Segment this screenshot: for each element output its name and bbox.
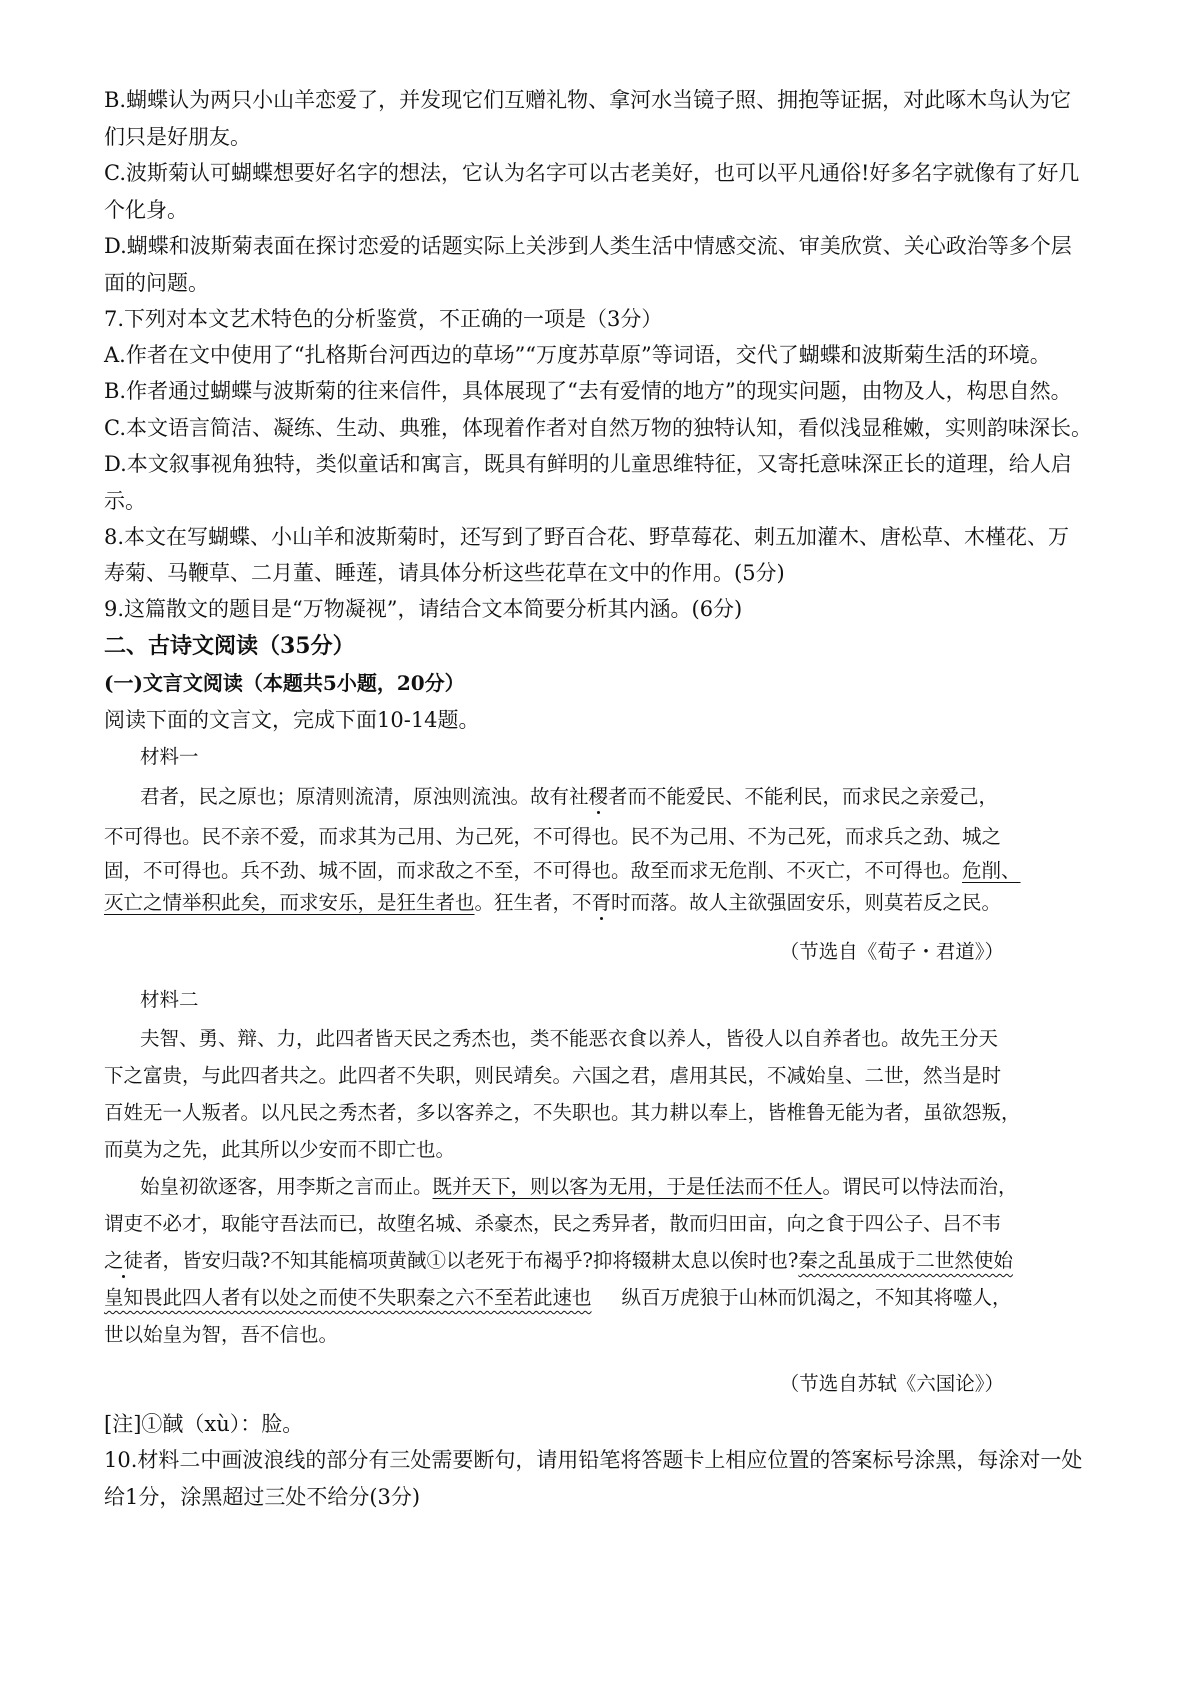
q6-option-b-line1: B.蝴蝶认为两只小山羊恋爱了，并发现它们互赠礼物、拿河水当镜子照、拥抱等证据，对此啄木鸟认为它: [104, 88, 1072, 112]
q8-line2: 寿菊、马鞭草、二月董、睡莲，请具体分析这些花草在文中的作用。(5分): [104, 561, 785, 585]
material-2-p2-line4: [104, 1283, 1012, 1313]
emphasized-char: 胥: [591, 891, 612, 914]
material-2-label: 材料二: [140, 988, 199, 1011]
material-1-line2: 不可得也。民不亲不爱，而求其为己用、为己死，不可得也。民不为己用、不为己死，而求兵之劲、城之: [104, 825, 1002, 848]
q8-line1: 8.本文在写蝴蝶、小山羊和波斯菊时，还写到了野百合花、野草莓花、刺五加灌木、唐松草、木槿花、万: [104, 525, 1070, 549]
wavy-underlined-passage: 皇知畏此四人者有以处之而使不失职秦之六不至若此速也: [104, 1286, 592, 1309]
q7-option-a: A.作者在文中使用了“扎格斯台河西边的草场”“万度苏草原”等词语，交代了蝴蝶和波斯菊生活的环境。: [104, 343, 1051, 367]
text-segment: 始皇初欲逐客，用李斯之言而止。: [140, 1175, 433, 1198]
text-segment: 纵百万虎狼于山林而饥渴之，不知其将噬人，: [621, 1286, 1012, 1309]
text-segment: 者，皆安归哉?不知其能槁项黄馘①以老死于布褐乎?抑将辍耕太息以俟时也?: [143, 1249, 799, 1272]
q10-line1: 10.材料二中画波浪线的部分有三处需要断句，请用铅笔将答题卡上相应位置的答案标号涂黑，每涂对一处: [104, 1448, 1083, 1472]
q7-option-d-line2: 示。: [104, 489, 146, 513]
material-2-p2-line5: 世以始皇为智，吾不信也。: [104, 1323, 339, 1346]
emphasized-char: 稷: [588, 785, 609, 808]
text-segment: 者而不能爱民、不能利民，而求民之亲爱己，: [608, 785, 999, 808]
underlined-sentence: 灭亡之情举积此矣，而求安乐，是狂生者也: [104, 891, 475, 914]
material-1-label: 材料一: [140, 745, 199, 768]
q7-option-d-line1: D.本文叙事视角独特，类似童话和寓言，既具有鲜明的儿童思维特征，又寄托意味深正长的道理，给人启: [104, 452, 1072, 476]
text-segment: 固，不可得也。兵不劲、城不固，而求敌之不至，不可得也。敌至而求无危削、不灭亡，不可得也。: [104, 859, 963, 882]
material-2-p2-line2: 谓吏不必才，取能守吾法而已，故堕名城、杀豪杰，民之秀异者，散而归田亩，向之食于四公子、吕不韦: [104, 1212, 1002, 1235]
q7-option-b: B.作者通过蝴蝶与波斯菊的往来信件，具体展现了“去有爱情的地方”的现实问题，由物及人，构思自然。: [104, 379, 1072, 403]
q10-line2: 给1分，涂黑超过三处不给分(3分): [104, 1485, 421, 1509]
text-segment: 。狂生者，不: [474, 891, 592, 914]
material-2-source: （节选自苏轼《六国论》）: [779, 1372, 1004, 1395]
q6-option-b-line2: 们只是好朋友。: [104, 125, 251, 149]
material-2-p1-line2: 下之富贵，与此四者共之。此四者不失职，则民靖矣。六国之君，虐用其民，不减始皇、二世，然当是时: [104, 1064, 1002, 1087]
material-1-source: （节选自《荀子・君道》）: [779, 940, 1004, 963]
emphasized-char: 之徒: [104, 1249, 144, 1272]
q9: 9.这篇散文的题目是“万物凝视”，请结合文本简要分析其内涵。(6分): [104, 597, 743, 621]
material-1-line4: [104, 888, 1001, 918]
q7-option-c: C.本文语言简洁、凝练、生动、典雅，体现着作者对自然万物的独特认知，看似浅显稚嫩，实则韵味深长。: [104, 416, 1092, 440]
material-2-p1-line4: 而莫为之先，此其所以少安而不即亡也。: [104, 1138, 456, 1161]
subsection-1-title: (一)文言文阅读（本题共5小题，20分）: [104, 671, 465, 695]
underlined-sentence: 危削、: [962, 859, 1021, 882]
material-2-p1-line3: 百姓无一人叛者。以凡民之秀杰者，多以客养之，不失职也。其力耕以奉上，皆椎鲁无能为者，虽欲怨叛，: [104, 1101, 1021, 1124]
q6-option-c-line2: 个化身。: [104, 198, 188, 222]
reading-instruction: 阅读下面的文言文，完成下面10-14题。: [104, 708, 480, 732]
material-2-p2-line3: [104, 1246, 1013, 1276]
q6-option-c-line1: C.波斯菊认可蝴蝶想要好名字的想法，它认为名字可以古老美好，也可以平凡通俗!好多名字就像有了好几: [104, 161, 1080, 185]
annotation-note: [注]①馘（xù）：脸。: [104, 1412, 304, 1436]
q6-option-d-line1: D.蝴蝶和波斯菊表面在探讨恋爱的话题实际上关涉到人类生活中情感交流、审美欣赏、关心政治等多个层: [104, 234, 1072, 258]
underlined-sentence: 既并天下，则以客为无用，于是任法而不任人: [432, 1175, 823, 1198]
q7-stem: 7.下列对本文艺术特色的分析鉴赏，不正确的一项是（3分）: [104, 307, 663, 331]
material-1-line3: [104, 856, 1021, 886]
material-2-p2-line1: [140, 1172, 1018, 1202]
material-2-p1-line1: 夫智、勇、辩、力，此四者皆天民之秀杰也，类不能恶衣食以养人，皆役人以自养者也。故先王分天: [140, 1027, 999, 1050]
text-segment: 。谓民可以恃法而治，: [822, 1175, 1018, 1198]
text-segment: 时而落。故人主欲强固安乐，则莫若反之民。: [611, 891, 1002, 914]
section-2-title: 二、古诗文阅读（35分）: [104, 633, 355, 659]
material-1-line1: [140, 782, 998, 812]
q6-option-d-line2: 面的问题。: [104, 271, 209, 295]
text-segment: 君者，民之原也；原清则流清，原浊则流浊。故有社: [140, 785, 589, 808]
wavy-underlined-passage: 秦之乱虽成于二世然使始: [798, 1249, 1013, 1272]
